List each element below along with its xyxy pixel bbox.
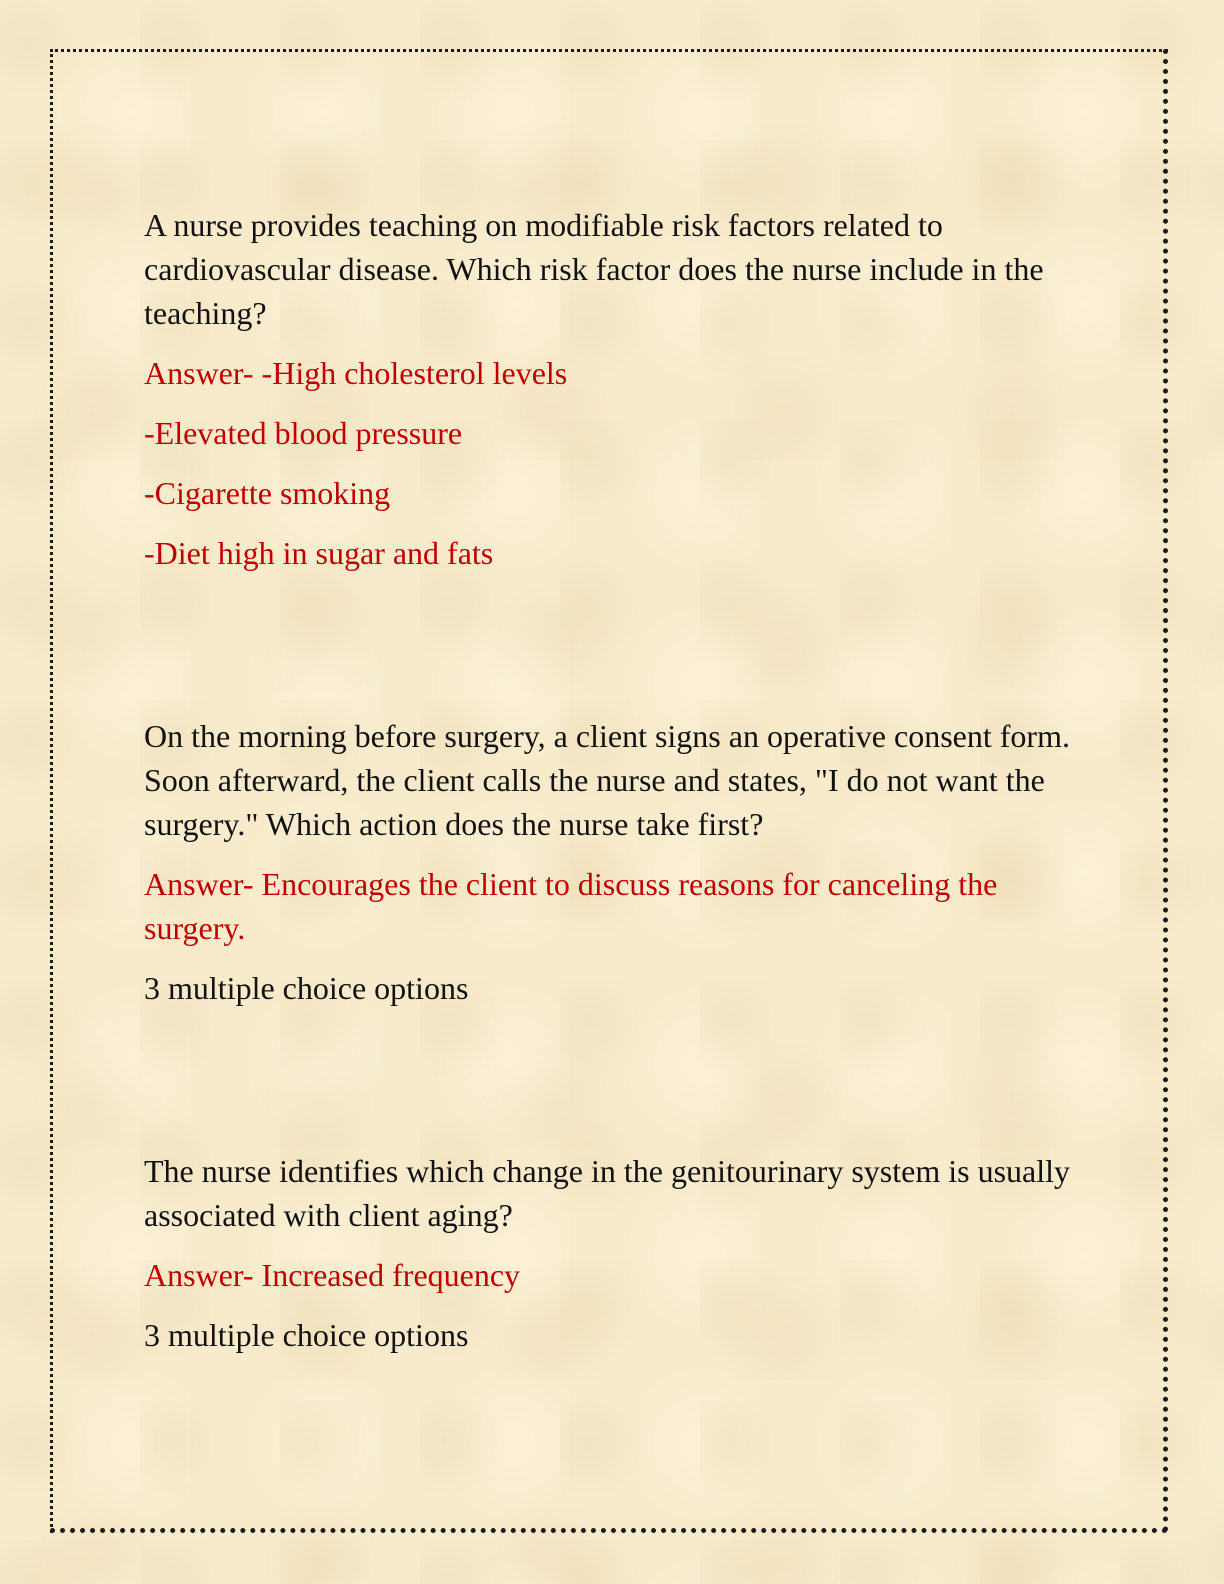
- question-text: A nurse provides teaching on modifiable risk factors related to cardiovascular disease. Which risk factor does the nurse include in the teaching?: [144, 207, 1044, 331]
- answer-text: Answer- Encourages the client to discuss reasons for canceling the surgery.: [144, 866, 998, 946]
- answer-text: Answer- Increased frequency: [144, 1257, 521, 1293]
- answer-text: Answer- -High cholesterol levels: [144, 355, 568, 391]
- question-text: The nurse identifies which change in the genitourinary system is usually associated with client aging?: [144, 1153, 1070, 1233]
- qa-item-1: [144, 203, 1084, 575]
- answer-text: -Diet high in sugar and fats: [144, 535, 494, 571]
- answer-text: -Elevated blood pressure: [144, 415, 463, 451]
- document-body: [144, 203, 1084, 1357]
- options-note: 3 multiple choice options: [144, 1317, 469, 1353]
- qa-item-2: [144, 714, 1084, 1010]
- options-note: 3 multiple choice options: [144, 970, 469, 1006]
- question-text: On the morning before surgery, a client signs an operative consent form. Soon afterward, the client calls the nurse and states, "I do not want the surgery." Which action does the nurse take first?: [144, 718, 1070, 842]
- qa-item-3: [144, 1149, 1084, 1357]
- answer-text: -Cigarette smoking: [144, 475, 391, 511]
